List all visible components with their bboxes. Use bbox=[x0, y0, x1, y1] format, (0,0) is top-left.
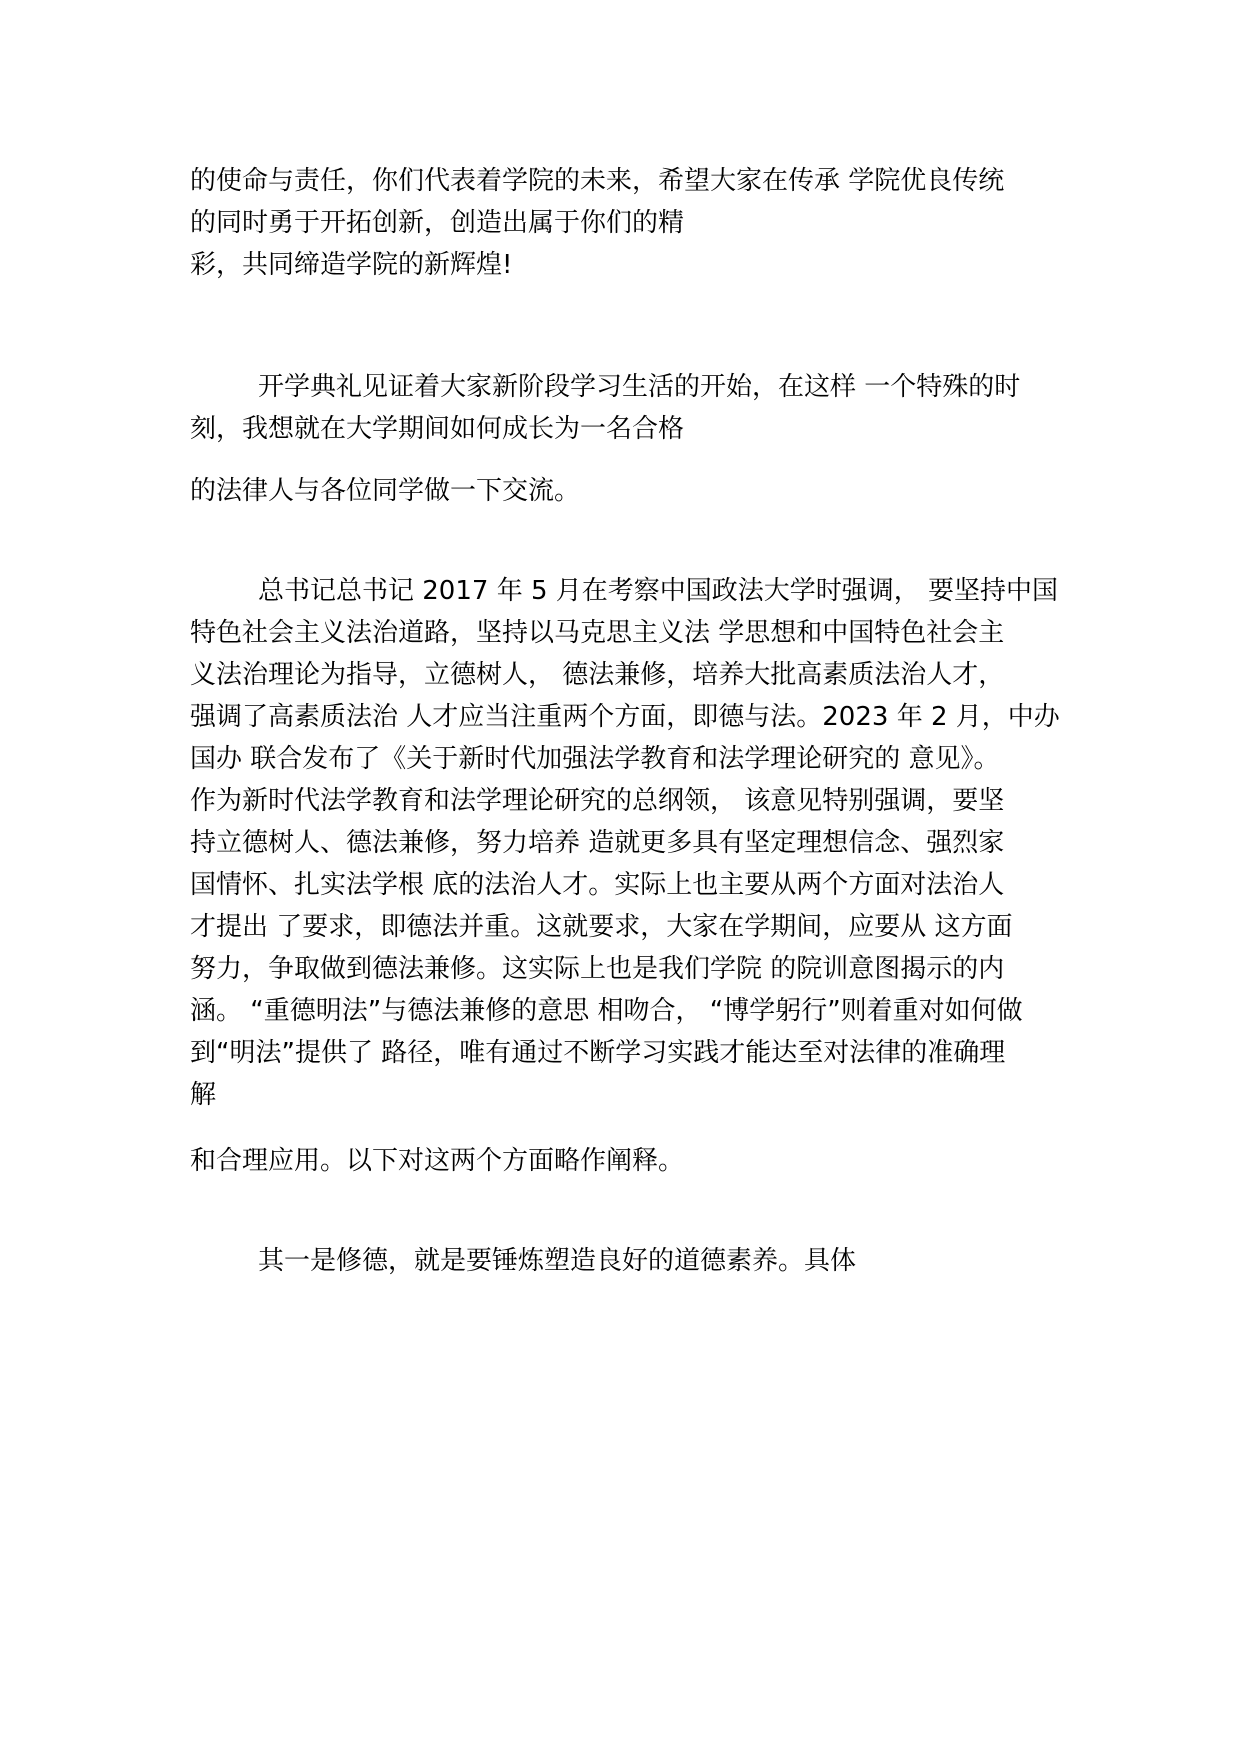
paragraph-law-education bbox=[190, 570, 1070, 1116]
text-line: 义法治理论为指导，立德树人， 德法兼修，培养大批高素质法治人才， bbox=[190, 660, 1005, 690]
text-line: 刻，我想就在大学期间如何成长为一名合格 bbox=[190, 414, 685, 444]
text-line: 国情怀、扎实法学根 底的法治人才。实际上也主要从两个方面对法治人 bbox=[190, 870, 1005, 900]
text-line: 总书记总书记 2017 年 5 月在考察中国政法大学时强调， 要坚持中国 bbox=[258, 576, 1059, 606]
text-line: 彩，共同缔造学院的新辉煌! bbox=[190, 250, 513, 280]
text-line: 强调了高素质法治 人才应当注重两个方面，即德与法。2023 年 2 月，中办 bbox=[190, 702, 1060, 732]
paragraph-opening-ceremony bbox=[190, 366, 1070, 450]
text-line: 开学典礼见证着大家新阶段学习生活的开始，在这样 一个特殊的时 bbox=[258, 372, 1021, 402]
text-line: 涵。 “重德明法”与德法兼修的意思 相吻合， “博学躬行”则着重对如何做 bbox=[190, 996, 1023, 1026]
text-line: 努力，争取做到德法兼修。这实际上也是我们学院 的院训意图揭示的内 bbox=[190, 954, 1005, 984]
text-line: 的使命与责任，你们代表着学院的未来，希望大家在传承 学院优良传统 bbox=[190, 166, 1005, 196]
text-line: 到“明法”提供了 路径，唯有通过不断学习实践才能达至对法律的准确理 bbox=[190, 1038, 1006, 1068]
paragraph-law-education-continued bbox=[190, 1140, 1070, 1182]
paragraph-mission-continued bbox=[190, 244, 1070, 286]
text-line: 的法律人与各位同学做一下交流。 bbox=[190, 476, 581, 506]
text-line: 国办 联合发布了《关于新时代加强法学教育和法学理论研究的 意见》。 bbox=[190, 744, 1000, 774]
text-line: 的同时勇于开拓创新，创造出属于你们的精 bbox=[190, 208, 685, 238]
text-line: 和合理应用。以下对这两个方面略作阐释。 bbox=[190, 1146, 685, 1176]
paragraph-opening-continued bbox=[190, 470, 1070, 512]
text-line: 解 bbox=[190, 1080, 217, 1110]
text-line: 特色社会主义法治道路，坚持以马克思主义法 学思想和中国特色社会主 bbox=[190, 618, 1005, 648]
text-line: 才提出 了要求，即德法并重。这就要求，大家在学期间，应要从 这方面 bbox=[190, 912, 1013, 942]
paragraph-cultivate-virtue bbox=[190, 1240, 1070, 1282]
text-line: 持立德树人、德法兼修，努力培养 造就更多具有坚定理想信念、强烈家 bbox=[190, 828, 1005, 858]
paragraph-mission bbox=[190, 160, 1070, 244]
text-line: 作为新时代法学教育和法学理论研究的总纲领， 该意见特别强调，要坚 bbox=[190, 786, 1005, 816]
text-line: 其一是修德，就是要锤炼塑造良好的道德素养。具体 bbox=[258, 1246, 857, 1276]
